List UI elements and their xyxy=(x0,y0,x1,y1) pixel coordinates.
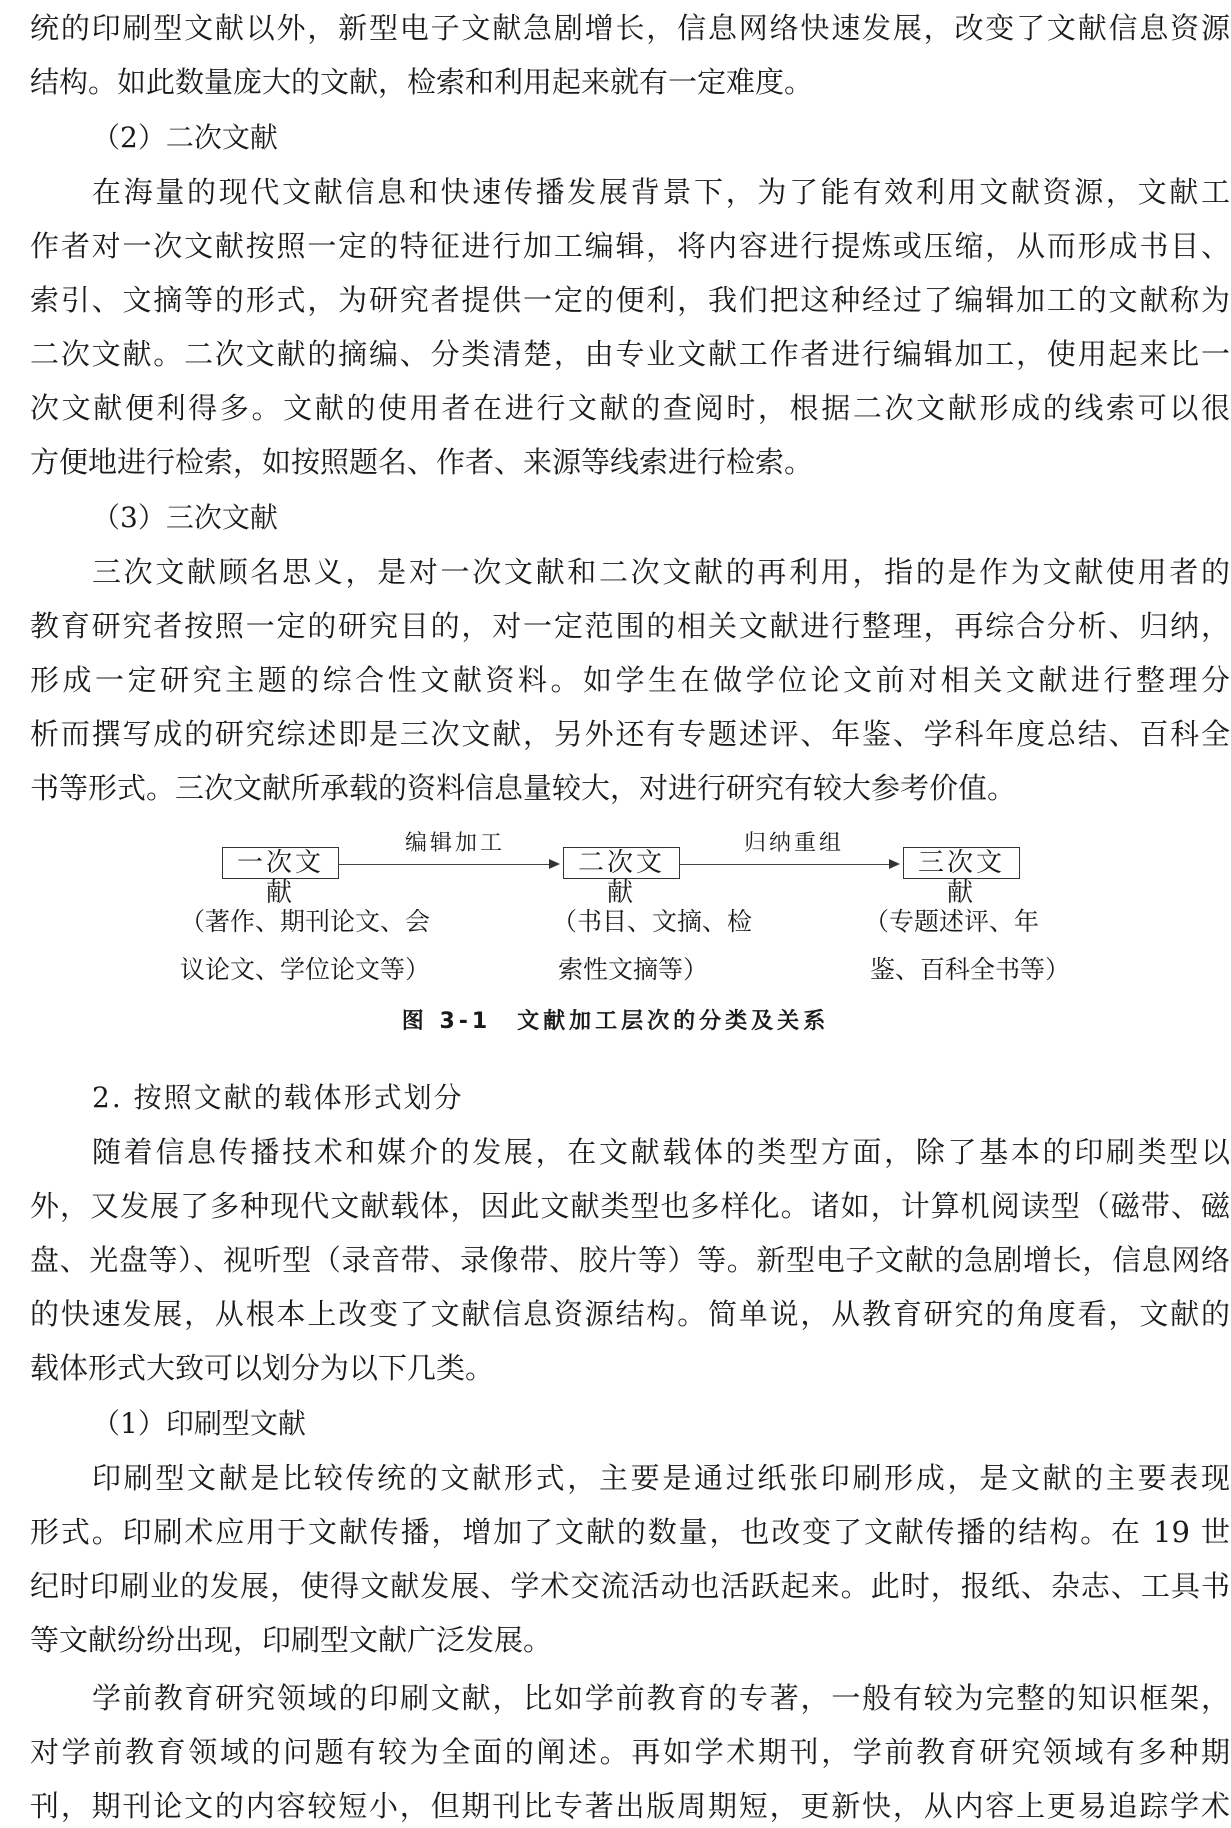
paragraph-line: 二次文献。二次文献的摘编、分类清楚，由专业文献工作者进行编辑加工，使用起来比一 xyxy=(30,337,1230,371)
paragraph-line: 随着信息传播技术和媒介的发展，在文献载体的类型方面，除了基本的印刷类型以 xyxy=(92,1135,1230,1169)
note-tertiary-line1: （专题述评、年 xyxy=(864,907,1040,936)
box-tertiary-literature: 三次文献 xyxy=(903,847,1020,879)
paragraph-line: 的快速发展，从根本上改变了文献信息资源结构。简单说，从教育研究的角度看，文献的 xyxy=(30,1297,1230,1331)
paragraph-line: 方便地进行检索，如按照题名、作者、来源等线索进行检索。 xyxy=(30,445,814,479)
section-heading-printed: （1）印刷型文献 xyxy=(92,1407,306,1440)
paragraph-line: 结构。如此数量庞大的文献，检索和利用起来就有一定难度。 xyxy=(30,65,814,99)
paragraph-line: 在海量的现代文献信息和快速传播发展背景下，为了能有效利用文献资源，文献工 xyxy=(92,175,1230,209)
arrow-label-regroup: 归纳重组 xyxy=(744,831,845,856)
paragraph-line: 载体形式大致可以划分为以下几类。 xyxy=(30,1351,495,1385)
paragraph-line: 纪时印刷业的发展，使得文献发展、学术交流活动也活跃起来。此时，报纸、杂志、工具书 xyxy=(30,1569,1230,1603)
section-heading-tertiary: （3）三次文献 xyxy=(92,501,278,534)
arrow-induce-regroup xyxy=(680,864,898,865)
paragraph-line: 形成一定研究主题的综合性文献资料。如学生在做学位论文前对相关文献进行整理分 xyxy=(30,663,1230,697)
paragraph-line: 作者对一次文献按照一定的特征进行加工编辑，将内容进行提炼或压缩，从而形成书目、 xyxy=(30,229,1230,263)
paragraph-line: 三次文献顾名思义，是对一次文献和二次文献的再利用，指的是作为文献使用者的 xyxy=(92,555,1230,589)
note-tertiary-line2: 鉴、百科全书等） xyxy=(870,955,1071,984)
paragraph-line: 外，又发展了多种现代文献载体，因此文献类型也多样化。诸如，计算机阅读型（磁带、磁 xyxy=(30,1189,1230,1223)
paragraph-line: 次文献便利得多。文献的使用者在进行文献的查阅时，根据二次文献形成的线索可以很 xyxy=(30,391,1230,425)
arrow-edit-process xyxy=(338,864,558,865)
note-secondary-line2: 索性文摘等） xyxy=(558,955,709,984)
figure-caption: 图 3-1 文献加工层次的分类及关系 xyxy=(401,1009,830,1034)
arrow-label-edit: 编辑加工 xyxy=(405,831,506,856)
note-primary-line1: （著作、期刊论文、会 xyxy=(180,907,431,936)
section-heading-carrier: 2. 按照文献的载体形式划分 xyxy=(92,1081,464,1114)
note-secondary-line1: （书目、文摘、检 xyxy=(552,907,753,936)
paragraph-line: 书等形式。三次文献所承载的资料信息量较大，对进行研究有较大参考价值。 xyxy=(30,771,1017,805)
paragraph-line: 索引、文摘等的形式，为研究者提供一定的便利，我们把这种经过了编辑加工的文献称为 xyxy=(30,283,1230,317)
paragraph-line: 刊，期刊论文的内容较短小，但期刊比专著出版周期短，更新快，从内容上更易追踪学术 xyxy=(30,1789,1230,1823)
box-primary-literature: 一次文献 xyxy=(222,847,339,879)
paragraph-line: 析而撰写成的研究综述即是三次文献，另外还有专题述评、年鉴、学科年度总结、百科全 xyxy=(30,717,1230,751)
paragraph-line: 盘、光盘等）、视听型（录音带、录像带、胶片等）等。新型电子文献的急剧增长，信息网络 xyxy=(30,1243,1230,1277)
paragraph-line: 形式。印刷术应用于文献传播，增加了文献的数量，也改变了文献传播的结构。在 19 世 xyxy=(30,1515,1230,1549)
paragraph-line: 等文献纷纷出现，印刷型文献广泛发展。 xyxy=(30,1623,553,1657)
paragraph-line: 统的印刷型文献以外，新型电子文献急剧增长，信息网络快速发展，改变了文献信息资源 xyxy=(30,11,1230,45)
paragraph-line: 学前教育研究领域的印刷文献，比如学前教育的专著，一般有较为完整的知识框架， xyxy=(92,1681,1230,1715)
note-primary-line2: 议论文、学位论文等） xyxy=(180,955,431,984)
paragraph-line: 对学前教育领域的问题有较为全面的阐述。再如学术期刊，学前教育研究领域有多种期 xyxy=(30,1735,1230,1769)
section-heading-secondary: （2）二次文献 xyxy=(92,121,278,154)
paragraph-line: 印刷型文献是比较传统的文献形式，主要是通过纸张印刷形成，是文献的主要表现 xyxy=(92,1461,1230,1495)
box-secondary-literature: 二次文献 xyxy=(563,847,680,879)
paragraph-line: 教育研究者按照一定的研究目的，对一定范围的相关文献进行整理，再综合分析、归纳， xyxy=(30,609,1230,643)
